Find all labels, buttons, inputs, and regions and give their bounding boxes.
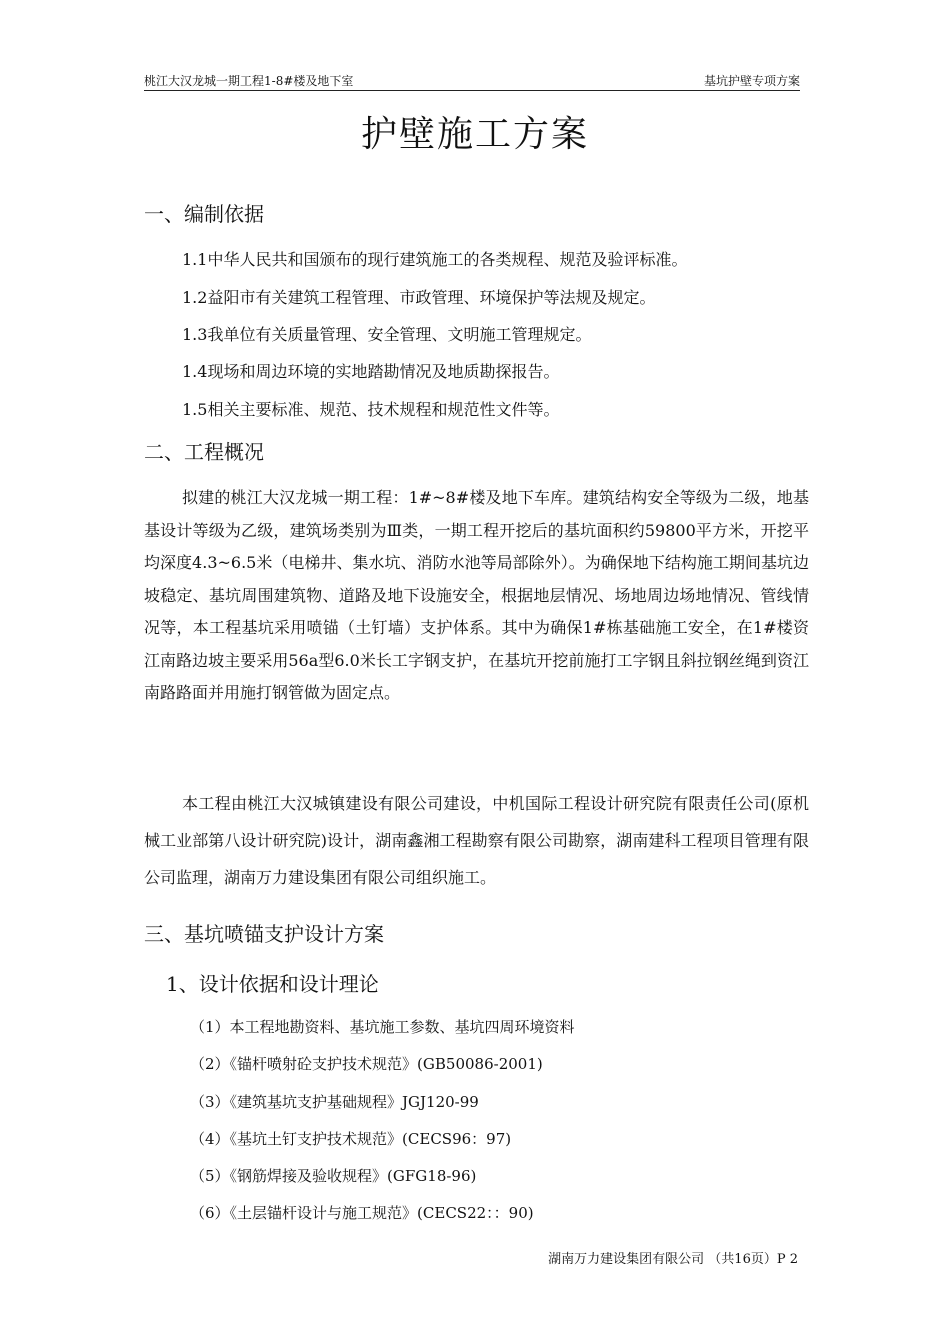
section3-sub-heading: 1、设计依据和设计理论 — [166, 972, 379, 996]
header-project-name: 桃江大汉龙城一期工程1-8#楼及地下室 — [144, 74, 354, 88]
section2-paragraph-2: 本工程由桃江大汉城镇建设有限公司建设，中机国际工程设计研究院有限责任公司(原机械工业部第八设计研究院)设计，湖南鑫湘工程勘察有限公司勘察，湖南建科工程项目管理有限公司监理，湖南万力建设集团有限公司组织施工。 — [144, 794, 809, 887]
section1-heading: 一、编制依据 — [144, 202, 264, 226]
section1-item-5: 1.5相关主要标准、规范、技术规程和规范性文件等。 — [182, 400, 560, 419]
reference-5: （5）《钢筋焊接及验收规程》(GFG18-96) — [190, 1167, 477, 1185]
page-header — [144, 68, 800, 91]
section1-item-2: 1.2益阳市有关建筑工程管理、市政管理、环境保护等法规及规定。 — [182, 288, 656, 307]
section1-item-3: 1.3我单位有关质量管理、安全管理、文明施工管理规定。 — [182, 325, 592, 344]
reference-2: （2）《锚杆喷射砼支护技术规范》(GB50086-2001) — [190, 1055, 543, 1073]
reference-1: （1）本工程地勘资料、基坑施工参数、基坑四周环境资料 — [190, 1018, 575, 1036]
header-doc-name: 基坑护壁专项方案 — [703, 74, 800, 88]
reference-4: （4）《基坑土钉支护技术规范》(CECS96：97) — [190, 1130, 512, 1148]
section3-heading: 三、基坑喷锚支护设计方案 — [144, 922, 384, 946]
reference-3: （3）《建筑基坑支护基础规程》JGJ120-99 — [190, 1093, 479, 1111]
section1-item-1: 1.1中华人民共和国颁布的现行建筑施工的各类规程、规范及验评标准。 — [182, 250, 688, 269]
page-footer: 湖南万力建设集团有限公司 （共16页）P 2 — [548, 1252, 798, 1267]
reference-6: （6）《土层锚杆设计与施工规范》(CECS22：：90) — [190, 1204, 534, 1222]
page-title: 护壁施工方案 — [360, 114, 589, 155]
section1-item-4: 1.4现场和周边环境的实地踏勘情况及地质勘探报告。 — [182, 362, 560, 381]
section2-heading: 二、工程概况 — [144, 440, 264, 464]
section2-paragraph-1: 拟建的桃江大汉龙城一期工程：1#~8#楼及地下车库。建筑结构安全等级为二级，地基基设计等级为乙级，建筑场类别为Ⅲ类，一期工程开挖后的基坑面积约59800平方米，开挖平均深度4.3~6.5米（电梯井、集水坑、消防水池等局部除外）。为确保地下结构施工期间基坑边坡稳定、基坑周围建筑物、道路及地下设施安全，根据地层情况、场地周边场地情况、管线情况等，本工程基坑采用喷锚（土钉墙）支护体系。其中为确保1#栋基础施工安全，在1#楼资江南路边坡主要采用56a型6.0米长工字钢支护，在基坑开挖前施打工字钢且斜拉钢丝绳到资江南路路面并用施打钢管做为固定点。 — [144, 488, 809, 702]
